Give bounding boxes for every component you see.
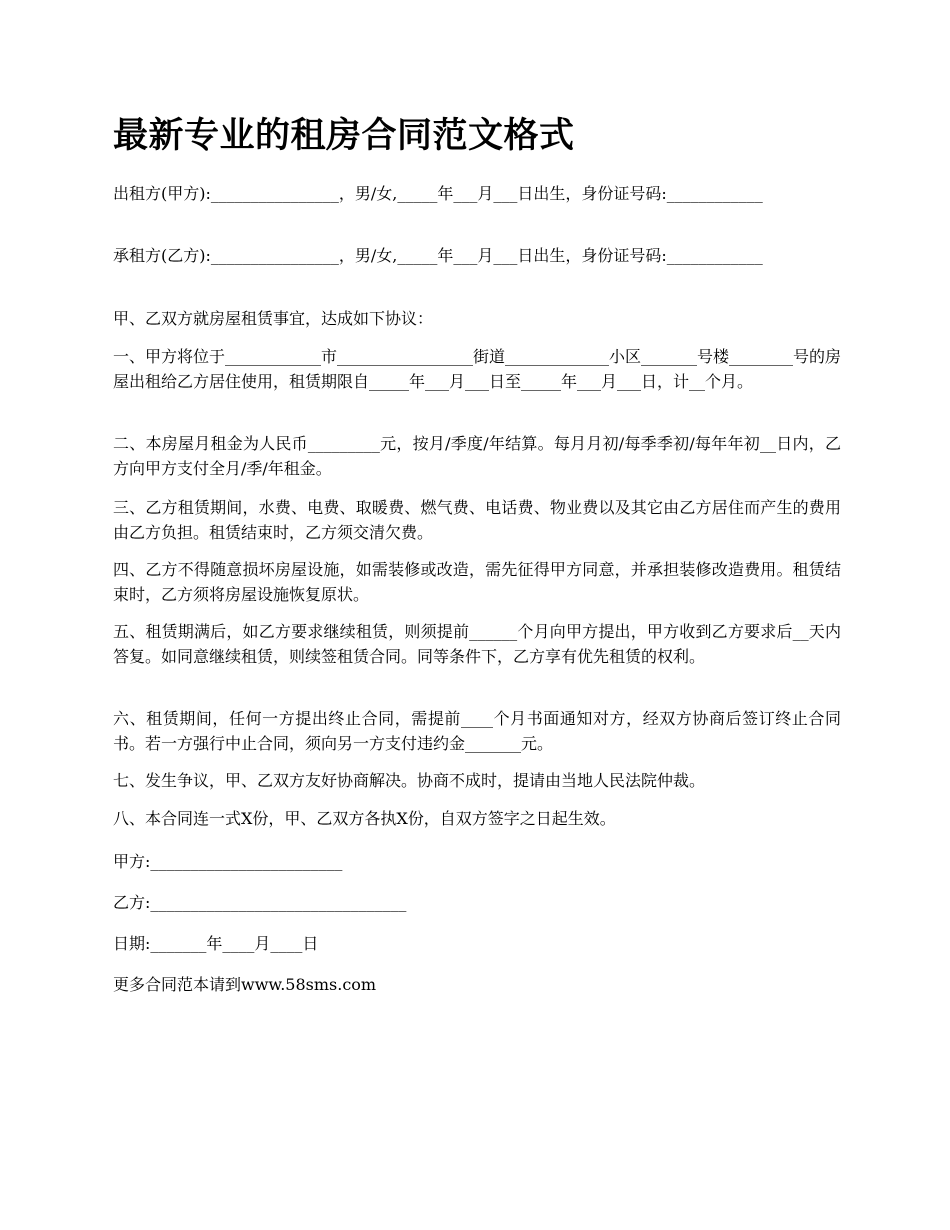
document-title: 最新专业的租房合同范文格式 bbox=[113, 115, 575, 156]
signing-date: 日期:_______年____月____日 bbox=[113, 934, 319, 953]
party-a-info: 出租方(甲方):________________，男/女,_____年___月___日出生，身份证号码:____________ bbox=[113, 184, 763, 203]
clause-8: 八、本合同连一式X份，甲、乙双方各执X份，自双方签字之日起生效。 bbox=[113, 809, 616, 828]
clause-5: 五、租赁期满后，如乙方要求继续租赁，则须提前______个月向甲方提出，甲方收到乙方要求后__天内答复。如同意继续租赁，则续签租赁合同。同等条件下，乙方享有优先租赁的权利。 bbox=[113, 622, 841, 666]
clause-6: 六、租赁期间，任何一方提出终止合同，需提前____个月书面通知对方，经双方协商后签订终止合同书。若一方强行中止合同，须向另一方支付违约金_______元。 bbox=[113, 709, 841, 753]
clause-4: 四、乙方不得随意损坏房屋设施，如需装修或改造，需先征得甲方同意，并承担装修改造费用。租赁结束时，乙方须将房屋设施恢复原状。 bbox=[113, 560, 841, 604]
clause-3: 三、乙方租赁期间，水费、电费、取暖费、燃气费、电话费、物业费以及其它由乙方居住而产生的费用由乙方负担。租赁结束时，乙方须交清欠费。 bbox=[113, 498, 841, 542]
party-b-info: 承租方(乙方):________________，男/女,_____年___月___日出生，身份证号码:____________ bbox=[113, 246, 763, 265]
clause-2: 二、本房屋月租金为人民币_________元，按月/季度/年结算。每月月初/每季季初/每年年初__日内，乙方向甲方支付全月/季/年租金。 bbox=[113, 434, 841, 478]
party-a-signature: 甲方:________________________ bbox=[113, 852, 343, 871]
clause-7: 七、发生争议，甲、乙双方友好协商解决。协商不成时，提请由当地人民法院仲裁。 bbox=[113, 771, 706, 790]
clause-1: 一、甲方将位于____________市_________________街道_____________小区_______号楼________号的房屋出租给乙方居住使用，租赁期限自_____年___月___日至_____年___月___日，计__个月。 bbox=[113, 347, 842, 391]
party-b-signature: 乙方:________________________________ bbox=[113, 893, 407, 912]
footer-more-contracts: 更多合同范本请到www.58sms.com bbox=[113, 975, 377, 994]
agreement-intro: 甲、乙双方就房屋租赁事宜，达成如下协议： bbox=[113, 309, 434, 328]
